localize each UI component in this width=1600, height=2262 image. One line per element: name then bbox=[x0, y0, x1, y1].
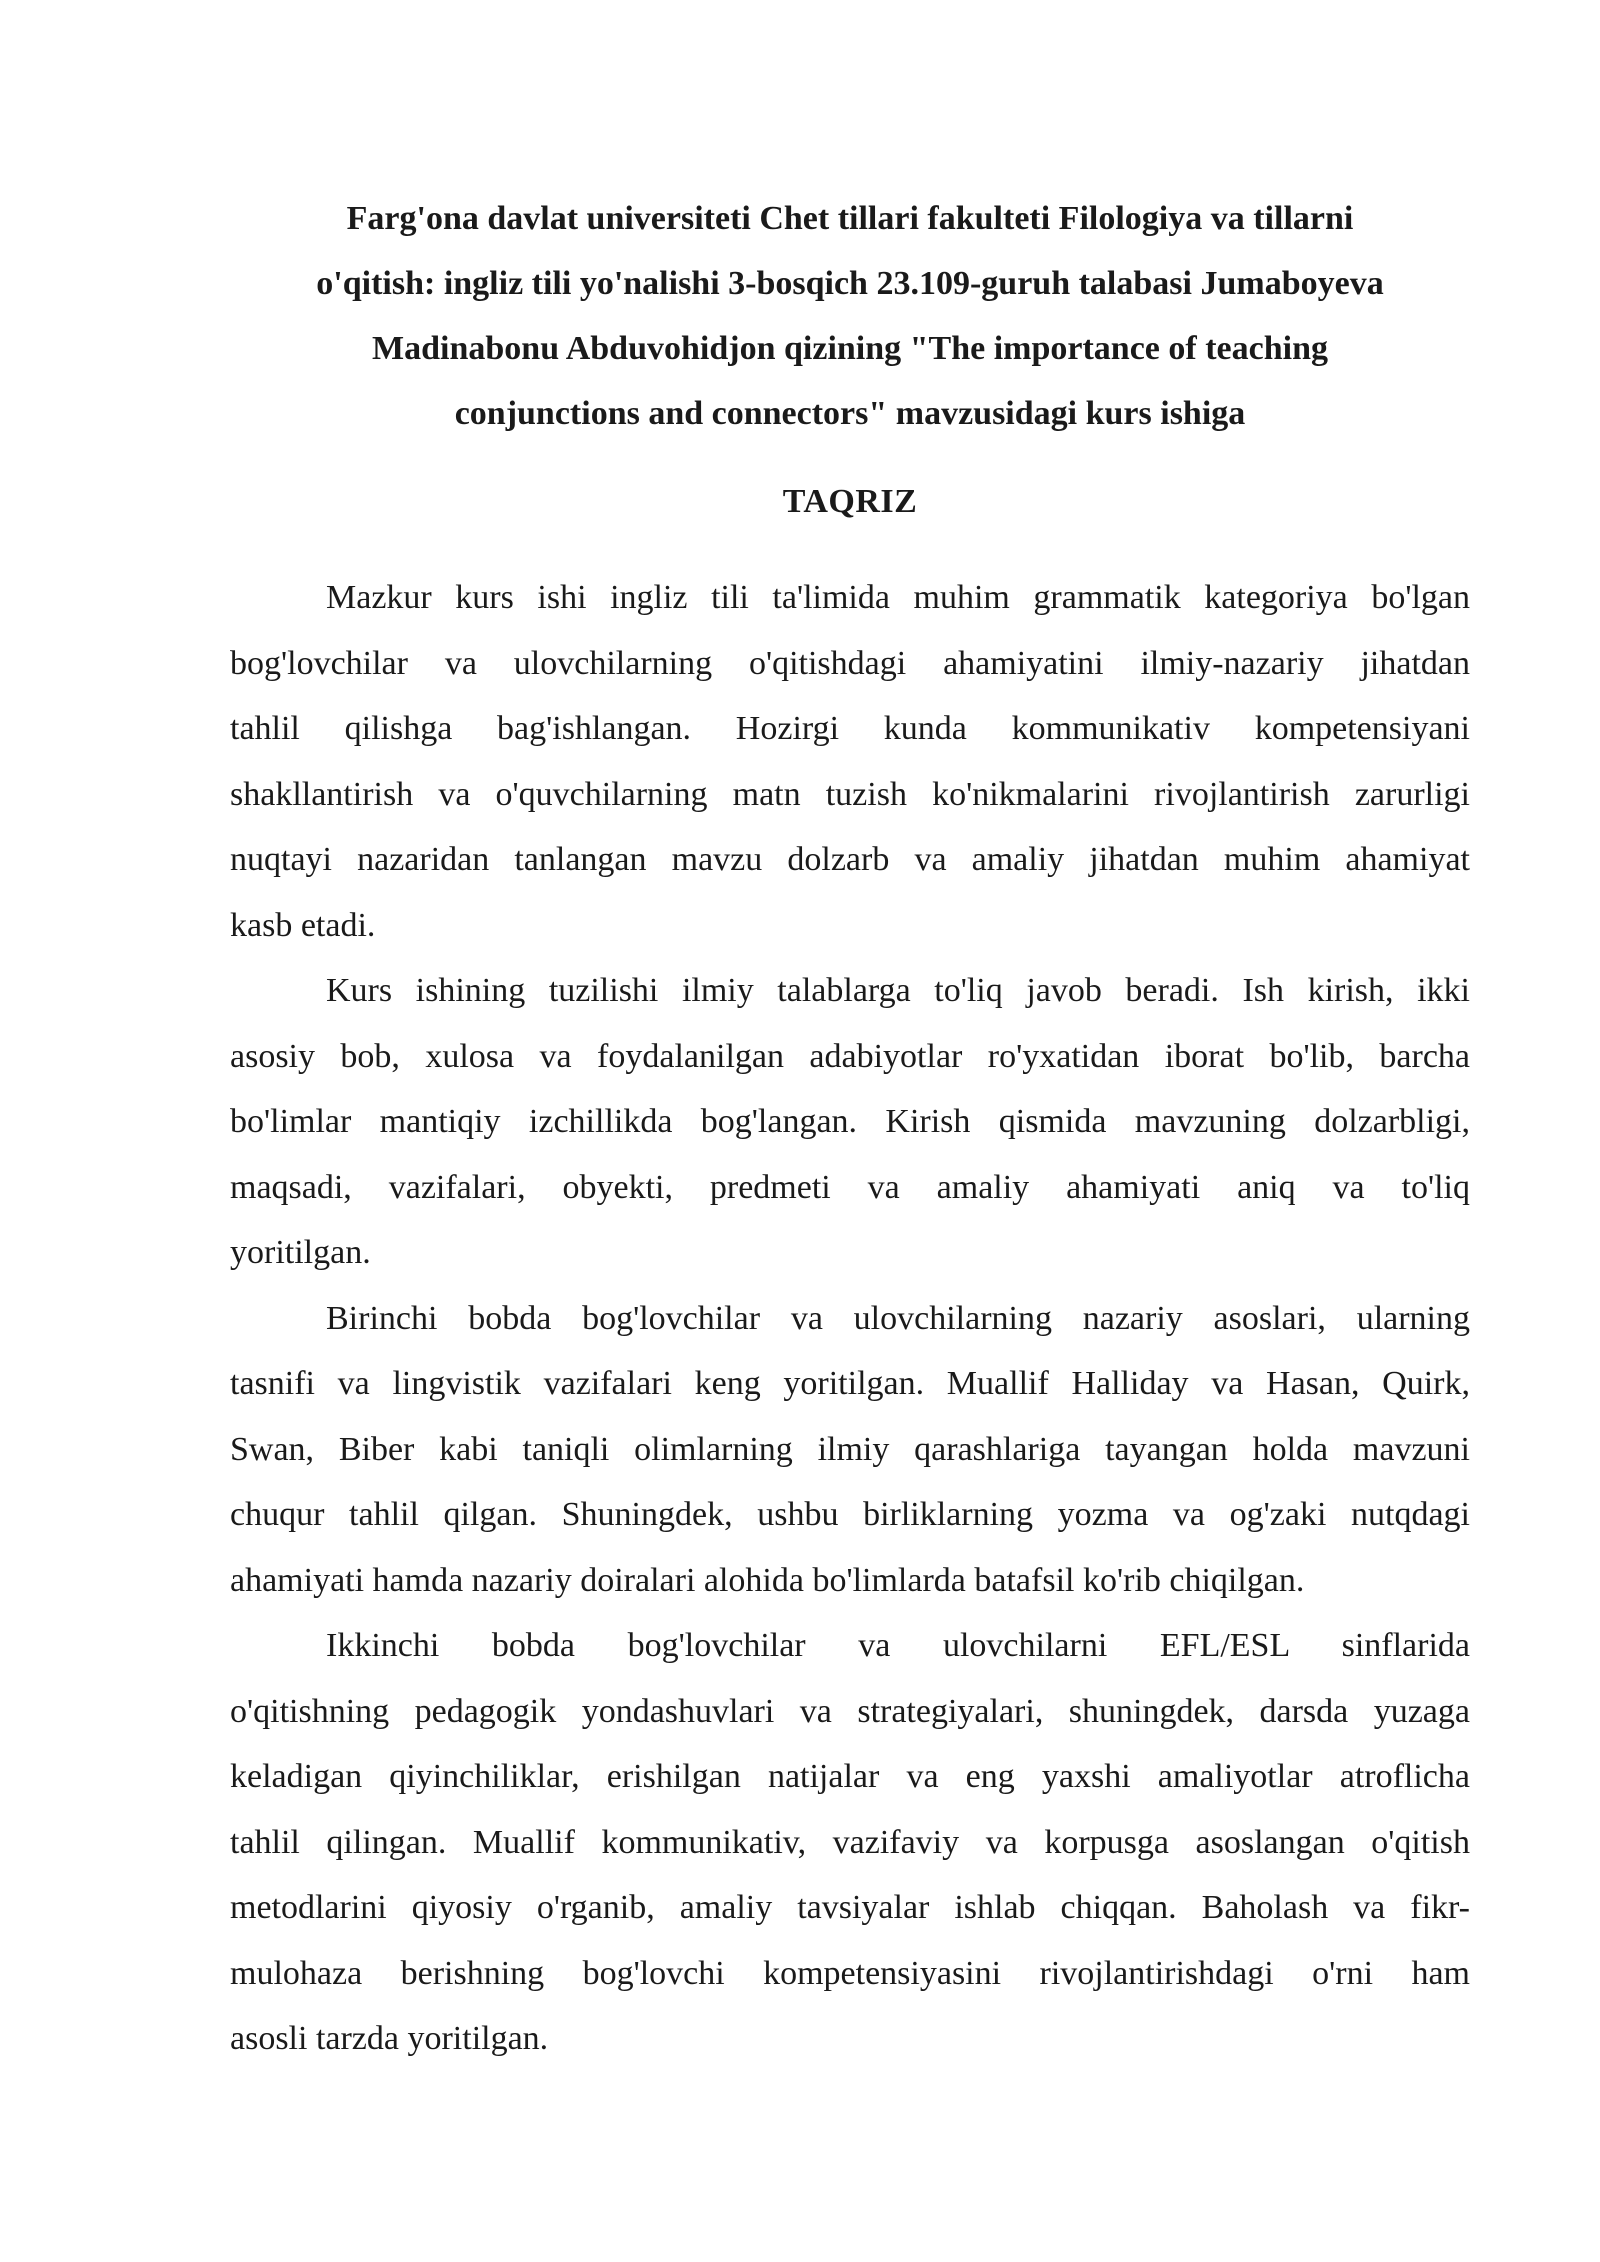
paragraph-4 bbox=[230, 1613, 1470, 2072]
text-line: tahlil qilingan. Muallif kommunikativ, vazifaviy va korpusga asoslangan o'qitish bbox=[230, 1823, 1470, 1861]
title-line: conjunctions and connectors" mavzusidagi kurs ishiga bbox=[454, 395, 1246, 432]
text-line: tasnifi va lingvistik vazifalari keng yoritilgan. Muallif Halliday va Hasan, Quirk, bbox=[230, 1365, 1470, 1402]
text-line: chuqur tahlil qilgan. Shuningdek, ushbu birliklarning yozma va og'zaki nutqdagi bbox=[230, 1496, 1470, 1533]
text-line: Mazkur kurs ishi ingliz tili ta'limida muhim grammatik kategoriya bo'lgan bbox=[326, 579, 1470, 616]
title-line: Madinabonu Abduvohidjon qizining "The importance of teaching bbox=[372, 330, 1328, 367]
text-line: ahamiyati hamda nazariy doiralari alohida bo'limlarda batafsil ko'rib chiqilgan. bbox=[230, 1561, 1305, 1599]
text-line: asosiy bob, xulosa va foydalanilgan adabiyotlar ro'yxatidan iborat bo'lib, barcha bbox=[230, 1037, 1470, 1075]
text-line: bog'lovchilar va ulovchilarning o'qitishdagi ahamiyatini ilmiy-nazariy jihatdan bbox=[230, 644, 1470, 682]
text-line: Kurs ishining tuzilishi ilmiy talablarga to'liq javob beradi. Ish kirish, ikki bbox=[326, 972, 1470, 1009]
text-line: tahlil qilishga bag'ishlangan. Hozirgi kunda kommunikativ kompetensiyani bbox=[230, 710, 1470, 747]
document-body bbox=[230, 565, 1470, 2072]
text-line: o'qitishning pedagogik yondashuvlari va strategiyalari, shuningdek, darsda yuzaga bbox=[230, 1692, 1470, 1730]
text-line: Ikkinchi bobda bog'lovchilar va ulovchilarni EFL/ESL sinflarida bbox=[326, 1627, 1470, 1664]
text-line: yoritilgan. bbox=[230, 1234, 371, 1271]
paragraph-3 bbox=[230, 1286, 1470, 1614]
title-line: o'qitish: ingliz tili yo'nalishi 3-bosqich 23.109-guruh talabasi Jumaboyeva bbox=[316, 265, 1384, 302]
text-line: Swan, Biber kabi taniqli olimlarning ilmiy qarashlariga tayangan holda mavzuni bbox=[230, 1430, 1470, 1468]
text-line: metodlarini qiyosiy o'rganib, amaliy tavsiyalar ishlab chiqqan. Baholash va fikr- bbox=[230, 1889, 1470, 1926]
text-line: maqsadi, vazifalari, obyekti, predmeti va amaliy ahamiyati aniq va to'liq bbox=[230, 1168, 1470, 1206]
document-title bbox=[230, 186, 1470, 446]
text-line: mulohaza berishning bog'lovchi kompetensiyasini rivojlantirishdagi o'rni ham bbox=[230, 1954, 1470, 1992]
paragraph-2 bbox=[230, 958, 1470, 1286]
text-line: nuqtayi nazaridan tanlangan mavzu dolzarb va amaliy jihatdan muhim ahamiyat bbox=[230, 841, 1470, 878]
document-heading: TAQRIZ bbox=[782, 483, 918, 520]
text-line: bo'limlar mantiqiy izchillikda bog'langan. Kirish qismida mavzuning dolzarbligi, bbox=[230, 1103, 1470, 1140]
title-line: Farg'ona davlat universiteti Chet tillari fakulteti Filologiya va tillarni bbox=[346, 200, 1354, 237]
text-line: kasb etadi. bbox=[230, 906, 376, 944]
text-line: asosli tarzda yoritilgan. bbox=[230, 2020, 549, 2057]
text-line: Birinchi bobda bog'lovchilar va ulovchilarning nazariy asoslari, ularning bbox=[326, 1299, 1470, 1337]
text-line: shakllantirish va o'quvchilarning matn tuzish ko'nikmalarini rivojlantirish zarurligi bbox=[230, 775, 1470, 813]
text-line: keladigan qiyinchiliklar, erishilgan natijalar va eng yaxshi amaliyotlar atroflicha bbox=[230, 1758, 1470, 1795]
paragraph-1 bbox=[230, 565, 1470, 958]
